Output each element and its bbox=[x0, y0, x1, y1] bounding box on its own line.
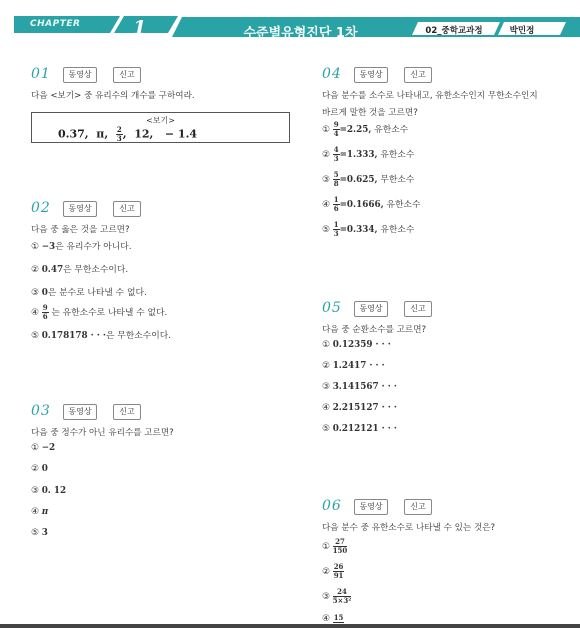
option-3[interactable]: ③ $\frac{24}{\text{5×3²}}$ bbox=[322, 587, 352, 605]
option-4[interactable]: ④ $\frac{9}{6}$ 는 유한소수로 나타낼 수 없다. bbox=[31, 303, 168, 321]
option-3[interactable]: ③ 0은 분수로 나타낼 수 없다. bbox=[31, 288, 147, 298]
question-number: 06 bbox=[322, 498, 342, 514]
option-4[interactable]: ④ 15 bbox=[322, 613, 344, 624]
question-03 bbox=[31, 403, 291, 543]
chapter-number: 1 bbox=[133, 17, 147, 39]
report-button[interactable]: 신고 bbox=[404, 67, 432, 83]
question-number: 02 bbox=[31, 200, 51, 216]
option-3[interactable]: ③ $\frac{5}{8}$ =0.625, 무한소수 bbox=[322, 170, 415, 188]
option-5[interactable]: ⑤ 0.212121 · · · bbox=[322, 424, 397, 434]
author-name: 박민정 bbox=[509, 26, 535, 36]
question-stem: 다음 중 정수가 아닌 유리수를 고르면? bbox=[31, 428, 174, 438]
video-button[interactable]: 동영상 bbox=[354, 67, 388, 83]
page-header bbox=[0, 0, 580, 44]
course-label: 02_중학교과정 bbox=[425, 26, 483, 36]
question-06 bbox=[322, 498, 572, 624]
report-button[interactable]: 신고 bbox=[113, 201, 141, 217]
video-button[interactable]: 동영상 bbox=[354, 499, 388, 515]
question-number: 03 bbox=[31, 403, 51, 419]
option-2[interactable]: ② $\frac{26}{91}$ bbox=[322, 562, 344, 580]
video-button[interactable]: 동영상 bbox=[63, 404, 97, 420]
chapter-label: CHAPTER bbox=[30, 19, 81, 29]
question-number: 01 bbox=[31, 66, 51, 82]
example-box-items: 0.37, π, $\frac{2}{3}$ , 12, − 1.4 bbox=[58, 125, 198, 143]
option-1[interactable]: ① $\frac{9}{4}$ =2.25, 유한소수 bbox=[322, 120, 409, 138]
report-button[interactable]: 신고 bbox=[113, 404, 141, 420]
question-04 bbox=[322, 66, 572, 241]
question-stem: 다음 <보기> 중 유리수의 개수를 구하여라. bbox=[31, 91, 195, 101]
option-2[interactable]: ② 1.2417 · · · bbox=[322, 361, 385, 371]
video-button[interactable]: 동영상 bbox=[63, 67, 97, 83]
report-button[interactable]: 신고 bbox=[113, 67, 141, 83]
example-box bbox=[31, 112, 290, 143]
option-3[interactable]: ③ 3.141567 · · · bbox=[322, 382, 397, 392]
option-5[interactable]: ⑤ 0.178178 · · ·은 무한소수이다. bbox=[31, 331, 172, 341]
option-3[interactable]: ③ 0. 12 bbox=[31, 486, 67, 496]
video-button[interactable]: 동영상 bbox=[354, 301, 388, 317]
option-1[interactable]: ① −3은 유리수가 아니다. bbox=[31, 242, 132, 252]
question-stem: 다음 중 옳은 것을 고르면? bbox=[31, 225, 130, 235]
question-stem: 다음 분수 중 유한소수로 나타낼 수 있는 것은? bbox=[322, 523, 496, 533]
page-title: 수준별유형진단 1차 bbox=[243, 26, 358, 41]
option-4[interactable]: ④ 2.215127 · · · bbox=[322, 403, 397, 413]
report-button[interactable]: 신고 bbox=[404, 301, 432, 317]
option-1[interactable]: ① $\frac{27}{150}$ bbox=[322, 537, 348, 555]
page-footer-bar bbox=[0, 624, 580, 628]
question-stem: 다음 중 순환소수를 고르면? bbox=[322, 325, 427, 335]
option-2[interactable]: ② 0 bbox=[31, 464, 48, 474]
option-2[interactable]: ② $\frac{4}{3}$ =1.333, 유한소수 bbox=[322, 145, 415, 163]
question-number: 04 bbox=[322, 66, 342, 82]
option-1[interactable]: ① 0.12359 · · · bbox=[322, 340, 391, 350]
example-box-label: <보기> bbox=[146, 116, 175, 125]
option-5[interactable]: ⑤ $\frac{1}{3}$ =0.334, 유한소수 bbox=[322, 220, 415, 238]
report-button[interactable]: 신고 bbox=[404, 499, 432, 515]
option-4[interactable]: ④ $\frac{1}{6}$ =0.1666, 유한소수 bbox=[322, 195, 421, 213]
video-button[interactable]: 동영상 bbox=[63, 201, 97, 217]
question-stem: 다음 분수를 소수로 나타내고, 유한소수인지 무한소수인지 바르게 말한 것을 고르면? bbox=[322, 91, 538, 118]
option-1[interactable]: ① −2 bbox=[31, 443, 56, 453]
question-02 bbox=[31, 200, 291, 350]
option-4[interactable]: ④ π bbox=[31, 507, 49, 517]
question-number: 05 bbox=[322, 300, 342, 316]
option-5[interactable]: ⑤ 3 bbox=[31, 528, 48, 538]
option-2[interactable]: ② 0.47은 무한소수이다. bbox=[31, 265, 129, 275]
question-05 bbox=[322, 300, 572, 440]
